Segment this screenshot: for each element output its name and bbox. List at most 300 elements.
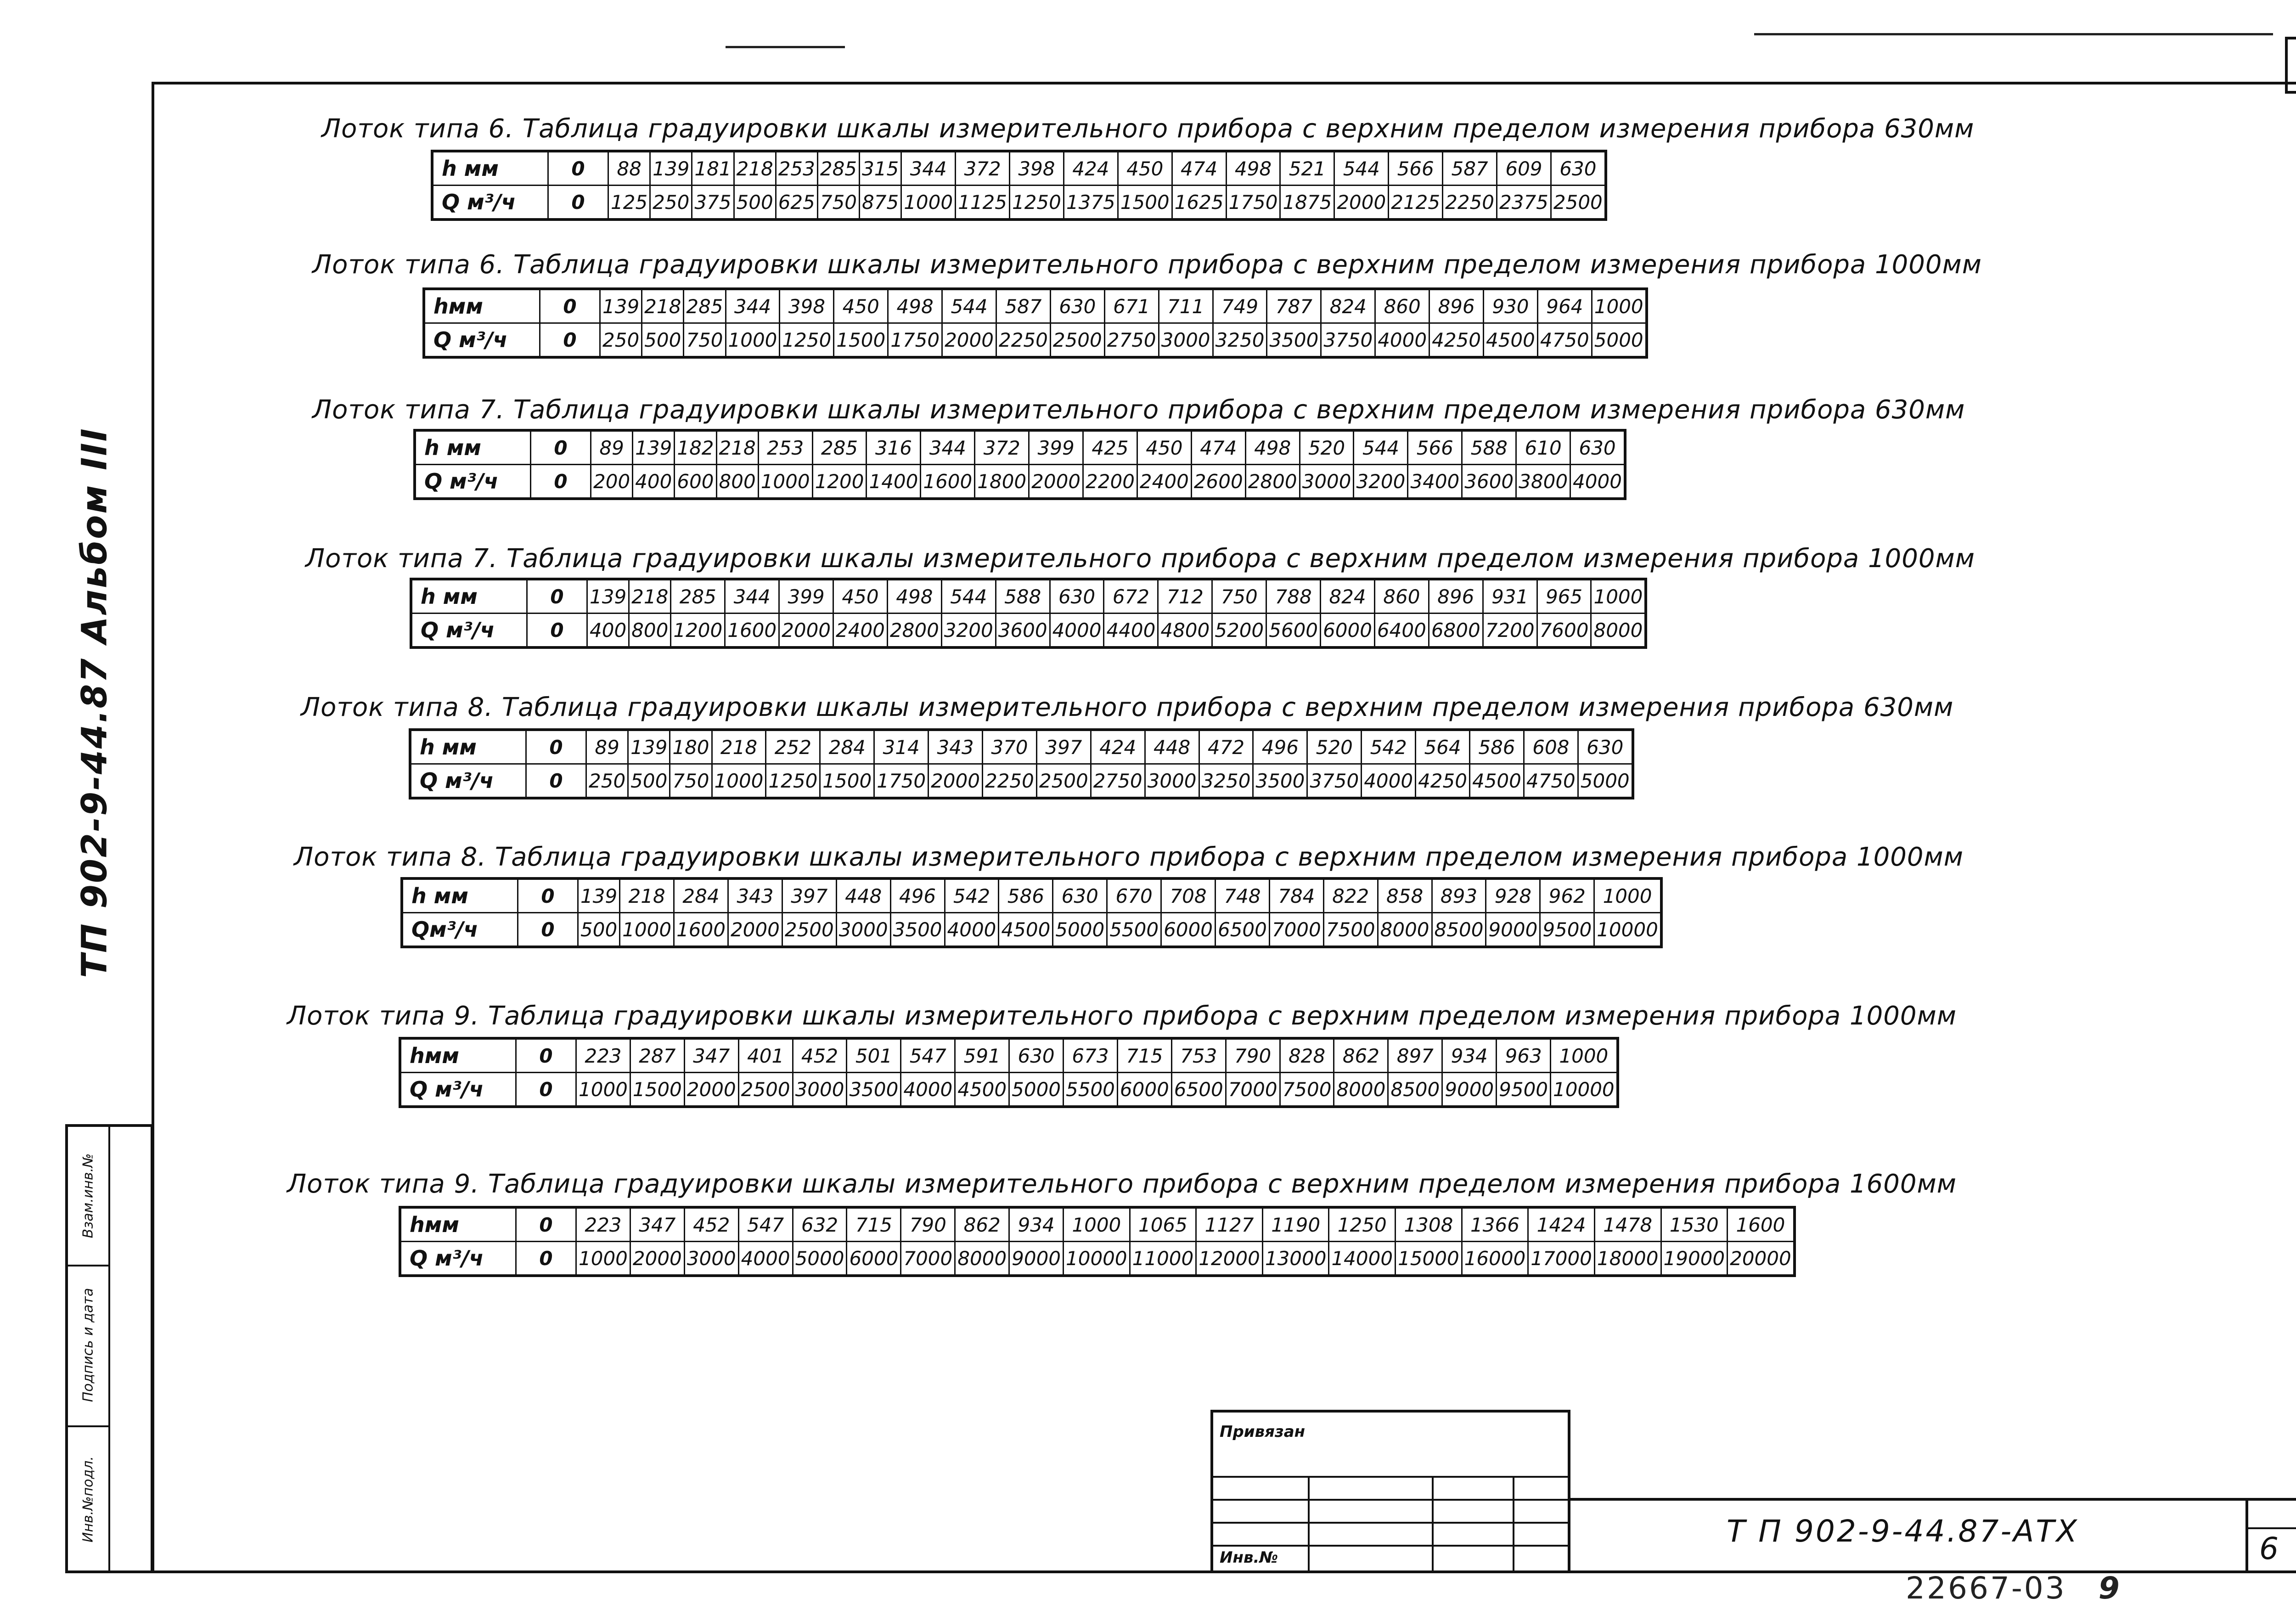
q-cell: 1250 <box>766 764 820 799</box>
h-cell: 252 <box>766 730 820 764</box>
q-cell: 3500 <box>1253 764 1307 799</box>
h-cell: 372 <box>975 430 1029 465</box>
h-cell: 521 <box>1280 151 1334 186</box>
stamp-replace-inv-label: Взам.инв.№ <box>80 1153 96 1238</box>
h-cell: 963 <box>1497 1038 1551 1073</box>
h-cell: 630 <box>1053 878 1107 913</box>
q-cell: 4500 <box>999 913 1053 947</box>
q-cell: 8000 <box>1334 1073 1388 1107</box>
h-label: h мм <box>415 430 531 465</box>
h-cell: 0 <box>531 430 591 465</box>
q-cell: 2250 <box>1443 186 1497 220</box>
q-cell: 500 <box>578 913 620 947</box>
q-cell: 750 <box>684 323 726 358</box>
stamp-cell-replace-inv <box>68 1127 108 1266</box>
q-cell: 1000 <box>901 186 956 220</box>
h-cell: 588 <box>1462 430 1516 465</box>
h-cell: 630 <box>1570 430 1625 465</box>
h-cell: 712 <box>1158 579 1212 614</box>
q-cell: 500 <box>734 186 776 220</box>
h-cell: 1190 <box>1262 1207 1329 1242</box>
table-row-h <box>400 1038 1618 1073</box>
q-cell: 200 <box>591 465 633 499</box>
q-cell: 1625 <box>1172 186 1226 220</box>
stamp-signature-label: Подпись и дата <box>80 1288 96 1402</box>
q-cell: 2800 <box>887 614 941 648</box>
q-cell: 9000 <box>1486 913 1540 947</box>
q-cell: 0 <box>531 465 591 499</box>
h-cell: 544 <box>1334 151 1389 186</box>
q-cell: 5000 <box>1578 764 1632 799</box>
q-cell: 8500 <box>1388 1073 1442 1107</box>
q-cell: 0 <box>527 614 587 648</box>
h-label: hмм <box>400 1207 516 1242</box>
h-cell: 630 <box>1050 579 1104 614</box>
h-cell: 934 <box>1442 1038 1497 1073</box>
h-cell: 1065 <box>1130 1207 1196 1242</box>
h-cell: 784 <box>1269 878 1323 913</box>
q-cell: 3000 <box>836 913 890 947</box>
q-cell: 4000 <box>1570 465 1625 499</box>
h-cell: 498 <box>887 579 941 614</box>
h-cell: 398 <box>1009 151 1064 186</box>
h-cell: 1600 <box>1728 1207 1795 1242</box>
h-cell: 287 <box>630 1038 684 1073</box>
h-cell: 547 <box>738 1207 793 1242</box>
q-cell: 4000 <box>1050 614 1104 648</box>
q-cell: 2000 <box>942 323 996 358</box>
q-cell: 1250 <box>780 323 834 358</box>
h-cell: 450 <box>833 579 888 614</box>
q-cell: 7500 <box>1280 1073 1334 1107</box>
vertical-album-title <box>69 427 119 978</box>
h-cell: 824 <box>1321 289 1375 323</box>
h-cell: 1000 <box>1594 878 1661 913</box>
h-cell: 398 <box>780 289 834 323</box>
h-cell: 544 <box>942 289 996 323</box>
q-cell: 1125 <box>956 186 1010 220</box>
binding-row-line <box>1213 1476 1568 1478</box>
q-cell: 8000 <box>1591 614 1646 648</box>
q-cell: 9500 <box>1540 913 1594 947</box>
q-cell: 11000 <box>1130 1242 1196 1276</box>
q-cell: 4250 <box>1429 323 1484 358</box>
q-cell: 625 <box>776 186 817 220</box>
h-cell: 1000 <box>1592 289 1646 323</box>
q-cell: 8000 <box>1378 913 1432 947</box>
q-cell: 2600 <box>1191 465 1245 499</box>
h-cell: 609 <box>1497 151 1551 186</box>
q-cell: 400 <box>633 465 675 499</box>
q-cell: 0 <box>540 323 600 358</box>
h-cell: 860 <box>1374 579 1429 614</box>
table-title-5: Лоток типа 8. Таблица градуировки шкалы измерительного прибора с верхним пределом измерения прибора 630мм <box>301 692 1954 722</box>
h-cell: 315 <box>860 151 901 186</box>
q-cell: 2500 <box>738 1073 793 1107</box>
table-row-q <box>400 1073 1618 1107</box>
q-cell: 7000 <box>1269 913 1323 947</box>
table-row-q <box>415 465 1625 499</box>
q-cell: 0 <box>516 1242 576 1276</box>
h-cell: 0 <box>518 878 578 913</box>
h-cell: 218 <box>620 878 674 913</box>
q-cell: 2400 <box>833 614 888 648</box>
h-cell: 139 <box>600 289 642 323</box>
q-cell: 0 <box>548 186 608 220</box>
q-cell: 10000 <box>1551 1073 1618 1107</box>
q-cell: 12000 <box>1196 1242 1263 1276</box>
h-cell: 711 <box>1159 289 1213 323</box>
h-cell: 344 <box>921 430 975 465</box>
q-cell: 4750 <box>1537 323 1592 358</box>
q-cell: 16000 <box>1462 1242 1528 1276</box>
h-cell: 399 <box>779 579 833 614</box>
archive-code <box>1906 1570 2122 1606</box>
h-cell: 448 <box>836 878 890 913</box>
h-cell: 630 <box>1578 730 1632 764</box>
h-cell: 0 <box>527 579 587 614</box>
table-row-h <box>415 430 1625 465</box>
q-cell: 3200 <box>941 614 996 648</box>
q-cell: 4000 <box>738 1242 793 1276</box>
q-cell: 5500 <box>1107 913 1161 947</box>
h-cell: 1000 <box>1064 1207 1130 1242</box>
q-cell: 500 <box>642 323 684 358</box>
h-cell: 896 <box>1429 579 1483 614</box>
h-cell: 496 <box>890 878 945 913</box>
h-cell: 424 <box>1064 151 1118 186</box>
h-cell: 218 <box>642 289 684 323</box>
q-cell: 1500 <box>1118 186 1172 220</box>
h-cell: 750 <box>1212 579 1266 614</box>
h-cell: 139 <box>650 151 692 186</box>
stamp-cell-signature <box>68 1265 108 1427</box>
h-cell: 753 <box>1171 1038 1226 1073</box>
h-cell: 542 <box>945 878 999 913</box>
h-cell: 498 <box>1226 151 1280 186</box>
q-cell: 2250 <box>982 764 1036 799</box>
q-cell: 2000 <box>728 913 782 947</box>
q-cell: 1750 <box>1226 186 1280 220</box>
h-cell: 218 <box>712 730 766 764</box>
q-cell: 800 <box>716 465 758 499</box>
h-cell: 896 <box>1429 289 1484 323</box>
binding-col-line <box>1513 1476 1514 1570</box>
q-cell: 1000 <box>576 1073 630 1107</box>
h-cell: 1127 <box>1196 1207 1263 1242</box>
h-cell: 0 <box>548 151 608 186</box>
sheet-number: 6 <box>2259 1531 2279 1566</box>
q-label: Q м³/ч <box>400 1242 516 1276</box>
h-cell: 931 <box>1483 579 1537 614</box>
h-cell: 1530 <box>1661 1207 1728 1242</box>
table-row-h <box>432 151 1606 186</box>
h-cell: 182 <box>675 430 716 465</box>
q-label: Q м³/ч <box>432 186 548 220</box>
q-cell: 875 <box>860 186 901 220</box>
grad-table-2 <box>422 287 1648 359</box>
q-cell: 3000 <box>1300 465 1354 499</box>
h-cell: 787 <box>1267 289 1321 323</box>
h-cell: 253 <box>758 430 812 465</box>
q-cell: 2125 <box>1389 186 1443 220</box>
grad-table-4 <box>410 578 1647 649</box>
q-cell: 1000 <box>758 465 812 499</box>
q-cell: 1500 <box>630 1073 684 1107</box>
q-cell: 3800 <box>1516 465 1570 499</box>
binding-row-line <box>1213 1545 1568 1547</box>
q-cell: 2750 <box>1091 764 1145 799</box>
h-cell: 822 <box>1323 878 1378 913</box>
q-cell: 5000 <box>793 1242 847 1276</box>
h-cell: 566 <box>1389 151 1443 186</box>
h-cell: 89 <box>586 730 628 764</box>
h-cell: 860 <box>1375 289 1429 323</box>
table-title-6: Лоток типа 8. Таблица градуировки шкалы измерительного прибора с верхним пределом измерения прибора 1000мм <box>294 842 1964 872</box>
q-cell: 2000 <box>684 1073 738 1107</box>
h-cell: 671 <box>1104 289 1159 323</box>
q-cell: 125 <box>608 186 650 220</box>
h-cell: 285 <box>817 151 859 186</box>
h-cell: 670 <box>1107 878 1161 913</box>
q-cell: 9000 <box>1442 1073 1497 1107</box>
h-cell: 673 <box>1064 1038 1118 1073</box>
table-title-7: Лоток типа 9. Таблица градуировки шкалы измерительного прибора с верхним пределом измерения прибора 1000мм <box>287 1001 1957 1031</box>
q-cell: 15000 <box>1396 1242 1462 1276</box>
inv-label: Инв.№ <box>1220 1548 1278 1567</box>
h-cell: 452 <box>793 1038 847 1073</box>
q-cell: 1600 <box>921 465 975 499</box>
table-row-q <box>432 186 1606 220</box>
q-cell: 3600 <box>996 614 1050 648</box>
h-cell: 223 <box>576 1038 630 1073</box>
top-sheet-number <box>2285 37 2296 94</box>
archive-page-number: 9 <box>2098 1570 2122 1606</box>
h-cell: 544 <box>1354 430 1408 465</box>
h-cell: 520 <box>1307 730 1362 764</box>
table-row-h <box>424 289 1647 323</box>
h-cell: 964 <box>1537 289 1592 323</box>
h-cell: 715 <box>1117 1038 1171 1073</box>
q-cell: 375 <box>692 186 734 220</box>
h-cell: 139 <box>578 878 620 913</box>
q-label: Q м³/ч <box>411 614 527 648</box>
q-cell: 4000 <box>945 913 999 947</box>
table-row-h <box>402 878 1661 913</box>
binding-col-line <box>1432 1476 1434 1570</box>
h-cell: 586 <box>1469 730 1524 764</box>
table-row-q <box>410 764 1633 799</box>
h-label: h мм <box>411 579 527 614</box>
q-cell: 2500 <box>1551 186 1605 220</box>
h-cell: 934 <box>1009 1207 1064 1242</box>
q-cell: 7000 <box>1226 1073 1280 1107</box>
table-title-3: Лоток типа 7. Таблица градуировки шкалы измерительного прибора с верхним пределом измерения прибора 630мм <box>312 395 1965 425</box>
q-cell: 3000 <box>684 1242 738 1276</box>
h-cell: 630 <box>1009 1038 1064 1073</box>
h-cell: 344 <box>725 579 779 614</box>
h-cell: 930 <box>1483 289 1537 323</box>
q-label: Q м³/ч <box>424 323 540 358</box>
h-cell: 316 <box>867 430 921 465</box>
h-cell: 452 <box>684 1207 738 1242</box>
h-cell: 343 <box>929 730 983 764</box>
h-cell: 344 <box>901 151 956 186</box>
q-cell: 750 <box>817 186 859 220</box>
h-cell: 862 <box>1334 1038 1388 1073</box>
q-cell: 3200 <box>1354 465 1408 499</box>
grad-table-6 <box>400 877 1663 948</box>
q-cell: 8000 <box>955 1242 1009 1276</box>
document-code: Т П 902-9-44.87-АТХ <box>1727 1514 2079 1549</box>
h-cell: 588 <box>996 579 1050 614</box>
q-cell: 14000 <box>1329 1242 1396 1276</box>
h-cell: 139 <box>633 430 675 465</box>
q-cell: 2000 <box>779 614 833 648</box>
h-cell: 1000 <box>1591 579 1646 614</box>
h-cell: 498 <box>1245 430 1300 465</box>
q-cell: 1000 <box>726 323 780 358</box>
q-cell: 10000 <box>1064 1242 1130 1276</box>
h-cell: 450 <box>1118 151 1172 186</box>
h-cell: 472 <box>1199 730 1253 764</box>
grad-table-7 <box>399 1037 1619 1108</box>
q-cell: 4000 <box>901 1073 955 1107</box>
vertical-album-title-text: ТП 902-9-44.87 Альбом III <box>73 427 115 978</box>
h-cell: 474 <box>1191 430 1245 465</box>
h-cell: 284 <box>820 730 874 764</box>
h-cell: 218 <box>716 430 758 465</box>
h-cell: 372 <box>956 151 1010 186</box>
q-cell: 1000 <box>620 913 674 947</box>
h-cell: 587 <box>1443 151 1497 186</box>
h-label: hмм <box>400 1038 516 1073</box>
q-cell: 750 <box>670 764 712 799</box>
sheet-label <box>2250 1500 2296 1517</box>
q-cell: 3400 <box>1408 465 1462 499</box>
q-cell: 2000 <box>929 764 983 799</box>
q-cell: 6000 <box>847 1242 901 1276</box>
q-cell: 20000 <box>1728 1242 1795 1276</box>
h-cell: 715 <box>847 1207 901 1242</box>
h-cell: 285 <box>684 289 726 323</box>
q-cell: 1800 <box>975 465 1029 499</box>
q-cell: 4750 <box>1524 764 1578 799</box>
q-cell: 1500 <box>834 323 888 358</box>
q-cell: 4500 <box>1469 764 1524 799</box>
h-cell: 790 <box>1226 1038 1280 1073</box>
h-cell: 347 <box>630 1207 684 1242</box>
h-cell: 897 <box>1388 1038 1442 1073</box>
q-cell: 6500 <box>1171 1073 1226 1107</box>
h-cell: 858 <box>1378 878 1432 913</box>
stamp-inv-orig-label: Инв.№подл. <box>80 1456 96 1542</box>
q-cell: 3750 <box>1321 323 1375 358</box>
q-cell: 1400 <box>867 465 921 499</box>
q-cell: 5000 <box>1053 913 1107 947</box>
h-cell: 181 <box>692 151 734 186</box>
q-cell: 5600 <box>1266 614 1321 648</box>
q-cell: 3750 <box>1307 764 1362 799</box>
h-cell: 448 <box>1145 730 1199 764</box>
h-cell: 1250 <box>1329 1207 1396 1242</box>
h-cell: 285 <box>671 579 725 614</box>
q-label: Qм³/ч <box>402 913 518 947</box>
binding-label: Привязан <box>1220 1423 1306 1441</box>
h-cell: 610 <box>1516 430 1570 465</box>
q-label: Q м³/ч <box>410 764 526 799</box>
q-cell: 7500 <box>1323 913 1378 947</box>
h-cell: 630 <box>1551 151 1605 186</box>
q-cell: 250 <box>600 323 642 358</box>
h-cell: 564 <box>1416 730 1470 764</box>
archive-code-text: 22667-03 <box>1906 1570 2066 1606</box>
table-title-4: Лоток типа 7. Таблица градуировки шкалы измерительного прибора с верхним пределом измерения прибора 1000мм <box>305 544 1975 574</box>
h-cell: 285 <box>812 430 867 465</box>
h-cell: 788 <box>1266 579 1321 614</box>
q-cell: 4500 <box>955 1073 1009 1107</box>
q-cell: 1250 <box>1009 186 1064 220</box>
h-cell: 89 <box>591 430 633 465</box>
stamp-divider <box>108 1127 110 1570</box>
q-cell: 7000 <box>901 1242 955 1276</box>
table-row-q <box>411 614 1646 648</box>
h-cell: 253 <box>776 151 817 186</box>
q-cell: 3250 <box>1213 323 1267 358</box>
q-cell: 0 <box>526 764 586 799</box>
q-cell: 4250 <box>1416 764 1470 799</box>
h-cell: 450 <box>834 289 888 323</box>
h-cell: 399 <box>1029 430 1083 465</box>
h-cell: 630 <box>1050 289 1104 323</box>
q-cell: 1750 <box>874 764 929 799</box>
q-cell: 4400 <box>1104 614 1158 648</box>
h-cell: 1308 <box>1396 1207 1462 1242</box>
h-cell: 1366 <box>1462 1207 1528 1242</box>
h-cell: 425 <box>1083 430 1137 465</box>
q-cell: 1750 <box>888 323 942 358</box>
q-cell: 1375 <box>1064 186 1118 220</box>
q-cell: 3000 <box>1145 764 1199 799</box>
q-cell: 9000 <box>1009 1242 1064 1276</box>
h-cell: 0 <box>516 1207 576 1242</box>
q-cell: 3000 <box>1159 323 1213 358</box>
h-cell: 520 <box>1300 430 1354 465</box>
q-cell: 6000 <box>1161 913 1216 947</box>
table-row-h <box>400 1207 1795 1242</box>
q-cell: 1200 <box>671 614 725 648</box>
q-cell: 6000 <box>1321 614 1375 648</box>
h-cell: 824 <box>1321 579 1375 614</box>
table-row-q <box>424 323 1647 358</box>
grad-table-8 <box>399 1206 1796 1277</box>
q-cell: 13000 <box>1262 1242 1329 1276</box>
h-cell: 591 <box>955 1038 1009 1073</box>
table-row-q <box>402 913 1661 947</box>
top-rule-left <box>726 46 845 48</box>
q-cell: 2800 <box>1245 465 1300 499</box>
h-cell: 828 <box>1280 1038 1334 1073</box>
h-cell: 672 <box>1104 579 1158 614</box>
q-label: Q м³/ч <box>415 465 531 499</box>
q-cell: 6800 <box>1429 614 1483 648</box>
q-cell: 2000 <box>630 1242 684 1276</box>
h-cell: 496 <box>1253 730 1307 764</box>
binding-col-line <box>1308 1476 1310 1570</box>
h-cell: 218 <box>629 579 671 614</box>
q-cell: 4500 <box>1483 323 1537 358</box>
table-row-h <box>411 579 1646 614</box>
